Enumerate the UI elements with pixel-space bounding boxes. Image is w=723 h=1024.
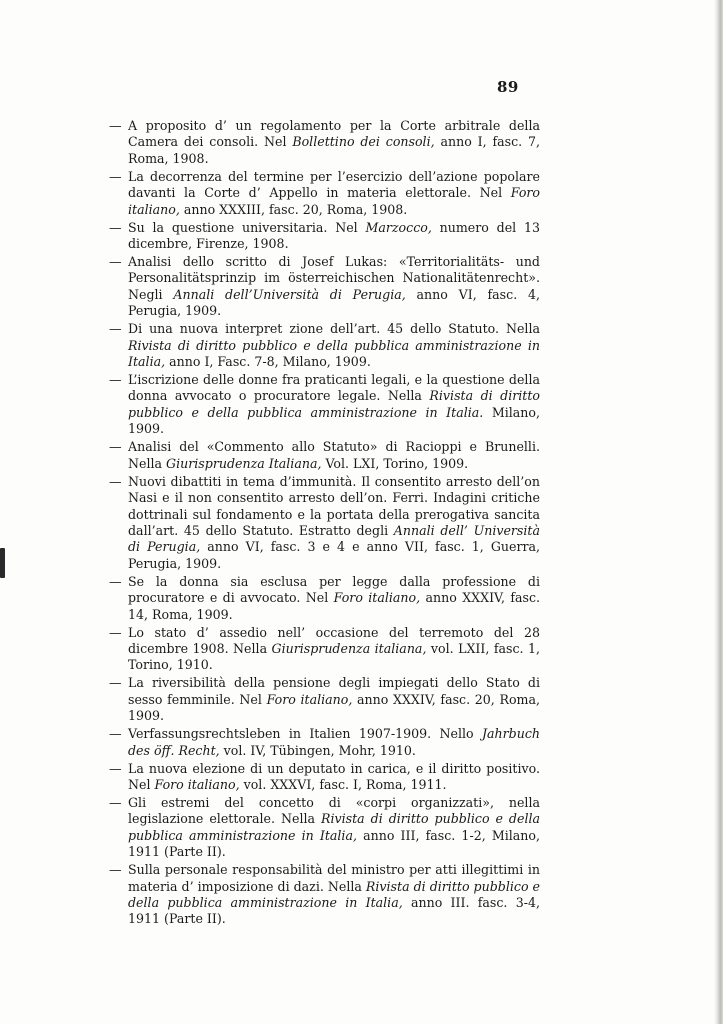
entry-publication-title: Bollettino dei consoli, — [292, 134, 435, 150]
entry-publication-title: Foro italiano, — [128, 185, 540, 217]
page-number: 89 — [497, 78, 519, 96]
entry-text: Verfassungsrechtsleben in Italien 1907-1909. Nello — [128, 726, 482, 742]
entry-dash: — — [109, 372, 122, 388]
entry-publication-title: Rivista di diritto pubblico e della pubblica amministrazione in Italia, — [128, 811, 541, 843]
entry-text: Milano, 1909. — [128, 404, 540, 437]
bibliography-entry — [109, 118, 540, 167]
entry-text: anno I, fasc. 7, Roma, 1908. — [128, 134, 540, 166]
entry-dash: — — [109, 168, 122, 184]
entry-text: anno VI, fasc. 4, Perugia, 1909. — [128, 286, 540, 319]
bibliography-entry — [109, 219, 540, 253]
entry-publication-title: Foro italiano, — [266, 691, 353, 707]
entry-text: La riversibilità della pensione degli impiegati dello Stato di sesso femminile. Nel — [128, 675, 540, 707]
entry-dash: — — [109, 794, 122, 810]
entry-text: La decorrenza del termine per l’esercizio dell’azione popolare davanti la Corte d’ Appello in materia elettorale. Nel — [128, 168, 540, 201]
entry-text: Lo stato d’ assedio nell’ occasione del terremoto del 28 dicembre 1908. Nella — [128, 624, 540, 656]
entry-text: L’iscrizione delle donne fra praticanti legali, e la questione della donna avvocato o procuratore legale. Nella — [128, 372, 540, 404]
entry-text: anno III, fasc. 1-2, Milano, 1911 (Parte II). — [128, 827, 541, 860]
entry-publication-title: Foro italiano, — [154, 776, 240, 792]
entry-text: numero del 13 dicembre, Firenze, 1908. — [128, 219, 540, 252]
bibliography-entry — [109, 573, 541, 623]
entry-text: Vol. LXI, Torino, 1909. — [321, 455, 469, 471]
entry-text: Analisi dello scritto di Josef Lukas: «Territorialitäts- und Personalitätsprinzip im österreichischen Nationalitätenrecht». Negli — [128, 254, 540, 302]
bibliography-entry — [109, 321, 540, 370]
bibliography-entry — [109, 862, 540, 928]
entry-dash: — — [109, 118, 122, 133]
entry-text: Nuovi dibattiti in tema d’immunità. Il consentito arresto dell’on Nasi e il non consentito arresto dell’on. Ferri. Indagini critiche dottrinali sul fondamento e la portata della prerogativa sancita dall’art. 45 dello Statuto. Estratto degli — [128, 473, 540, 538]
binding-mark — [0, 548, 5, 578]
entry-text: anno XXXIV, fasc. 20, Roma, 1909. — [128, 691, 540, 724]
entry-text: A proposito d’ un regolamento per la Corte arbitrale della Camera dei consoli. Nel — [128, 118, 540, 150]
entry-publication-title: Rivista di diritto pubblico e della pubblica amministrazione in Italia. — [128, 388, 541, 420]
entry-publication-title: Foro italiano, — [333, 590, 421, 606]
entry-dash: — — [109, 439, 122, 455]
entry-text: anno XXXIV, fasc. 14, Roma, 1909. — [128, 590, 541, 622]
bibliography-entry — [109, 760, 540, 794]
page-edge-shadow — [714, 0, 723, 1024]
bibliography-entry — [109, 473, 540, 572]
entry-publication-title: Annali dell’ Università di Perugia, — [128, 522, 540, 555]
entry-text: vol. LXII, fasc. 1, Torino, 1910. — [128, 640, 540, 673]
entry-publication-title: Annali dell’Università di Perugia, — [173, 286, 406, 302]
entry-dash: — — [109, 321, 122, 337]
entry-text: anno XXXIII, fasc. 20, Roma, 1908. — [179, 201, 408, 217]
bibliography-entry — [109, 439, 540, 472]
entry-publication-title: Giurisprudenza Italiana, — [166, 455, 322, 471]
bibliography-entry — [109, 254, 540, 320]
entry-text: Sulla personale responsabilità del ministro per atti illegittimi in materia d’ imposizione di dazi. Nella — [128, 862, 540, 894]
entry-text: Se la donna sia esclusa per legge dalla professione di procuratore e di avvocato. Nel — [128, 573, 540, 606]
entry-text: vol. IV, Tübingen, Mohr, 1910. — [219, 742, 416, 758]
entry-publication-title: Rivista di diritto pubblico e della pubblica amministrazione in Italia, — [128, 337, 540, 370]
entry-text: vol. XXXVI, fasc. I, Roma, 1911. — [239, 776, 447, 792]
entry-dash: — — [109, 726, 122, 742]
bibliography-entry — [109, 168, 540, 218]
entry-dash: — — [109, 573, 122, 589]
entry-publication-title: Jahrbuch des öff. Recht, — [128, 726, 540, 758]
entry-dash: — — [109, 675, 122, 691]
entry-dash: — — [109, 473, 122, 489]
entry-text: Di una nuova interpret zione dell’art. 45 dello Statuto. Nella — [128, 321, 540, 337]
bibliography-entry — [109, 372, 541, 438]
entry-dash: — — [109, 862, 122, 878]
entry-dash: — — [109, 624, 122, 640]
bibliography-list — [109, 118, 541, 929]
entry-publication-title: Rivista di diritto pubblico e della pubblica amministrazione in Italia, — [128, 878, 540, 910]
bibliography-entry — [109, 675, 540, 724]
entry-text: La nuova elezione di un deputato in carica, e il diritto positivo. Nel — [128, 760, 540, 792]
entry-dash: — — [109, 760, 122, 776]
entry-text: Su la questione universitaria. Nel — [128, 219, 366, 235]
bibliography-entry — [109, 624, 540, 674]
bibliography-entry — [109, 726, 540, 759]
entry-text: anno I, Fasc. 7-8, Milano, 1909. — [165, 354, 371, 370]
entry-text: Gli estremi del concetto di «corpi organizzati», nella legislazione elettorale. Nella — [128, 794, 540, 827]
bibliography-entry — [109, 794, 541, 861]
entry-dash: — — [109, 219, 122, 235]
entry-publication-title: Marzocco, — [365, 219, 432, 235]
entry-text: anno III. fasc. 3-4, 1911 (Parte II). — [128, 895, 540, 927]
entry-dash: — — [109, 254, 122, 270]
entry-publication-title: Giurisprudenza italiana, — [271, 640, 427, 656]
entry-text: anno VI, fasc. 3 e 4 e anno VII, fasc. 1, Guerra, Perugia, 1909. — [128, 539, 540, 571]
entry-text: Analisi del «Commento allo Statuto» di Racioppi e Brunelli. Nella — [128, 439, 540, 471]
